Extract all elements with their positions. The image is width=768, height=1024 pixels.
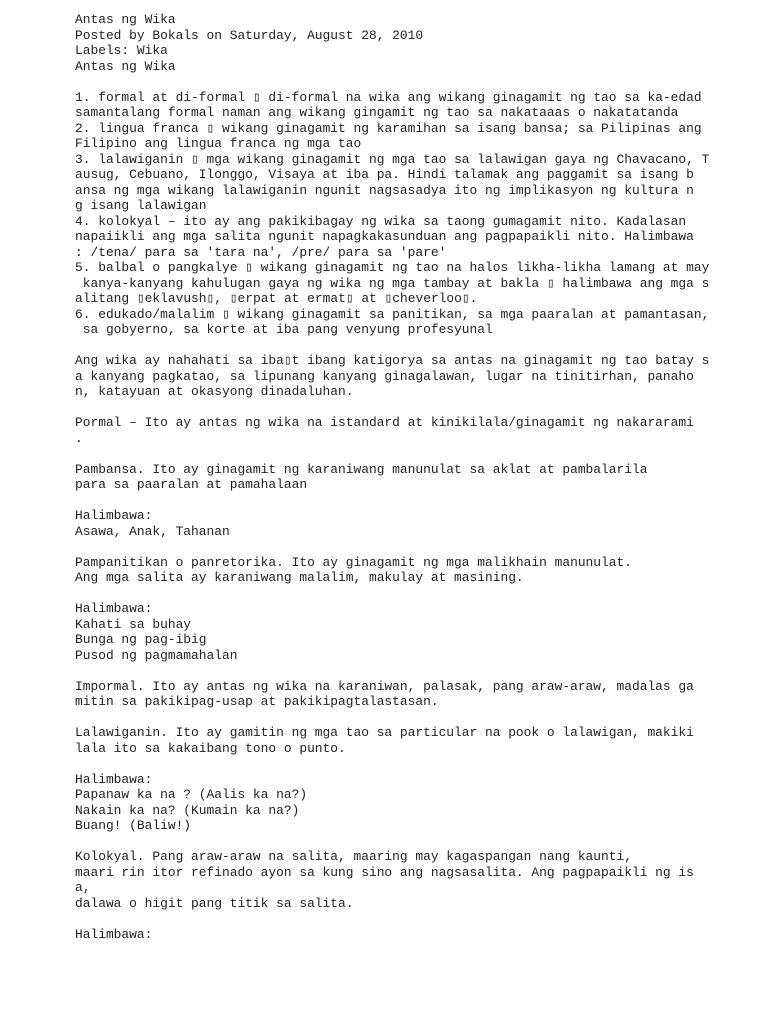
text-line: Halimbawa: [75,771,153,787]
text-line: 5. balbal o pangkalye ▯ wikang ginagamit ng tao na halos likha-likha lamang at may [75,260,710,275]
blank-line [75,493,765,509]
blank-line [75,338,765,354]
text-line: para sa paaralan at pamahalaan [75,477,308,492]
text-line: g isang lalawigan [75,198,207,213]
text-line: mitin sa pakikipag-usap at pakikipagtalastasan. [75,694,439,709]
text-line: Posted by Bokals on Saturday, August 28, 2010 [75,27,424,43]
text-line: Pusod ng pagmamahalan [75,647,238,663]
text-line: alitang ▯eklavush▯, ▯erpat at ermat▯ at ▯cheverloo▯. [75,291,478,306]
text-line: Antas ng Wika [75,12,176,27]
text-line: Nakain ka na? (Kumain ka na?) [75,802,300,818]
text-line: 2. lingua franca ▯ wikang ginagamit ng karamihan sa isang bansa; sa Pilipinas ang [75,120,702,136]
text-line: Labels: Wika [75,43,168,58]
text-line: Ang wika ay nahahati sa iba▯t ibang katigorya sa antas na ginagamit ng tao batay s [75,353,710,368]
text-line: Halimbawa: [75,926,153,942]
blank-line [75,663,765,679]
text-line: Asawa, Anak, Tahanan [75,523,230,539]
text-line: samantalang formal naman ang wikang gingamit ng tao sa nakataaas o nakatatanda [75,105,679,120]
blank-line [75,911,765,927]
blank-line [75,400,765,416]
blank-line [75,756,765,772]
text-line: ansa ng mga wikang lalawiganin ngunit nagsasadya ito ng implikasyon ng kultura n [75,182,694,198]
text-line: n, katayuan at okasyong dinadaluhan. [75,384,354,399]
text-line: maari rin itor refinado ayon sa kung sino ang nagsasalita. Ang pagpapaikli ng is [75,864,694,880]
blank-line [75,446,765,462]
blank-line [75,710,765,726]
text-line: lala ito sa kakaibang tono o punto. [75,740,346,756]
text-line: kanya-kanyang kahulugan gaya ng wika ng mga tambay at bakla ▯ halimbawa ang mga s [75,275,710,291]
text-line: Pambansa. Ito ay ginagamit ng karaniwang manunulat sa aklat at pambalarila [75,461,648,477]
text-line: Antas ng Wika [75,58,176,74]
text-line: Papanaw ka na ? (Aalis ka na?) [75,787,308,802]
text-line: Impormal. Ito ay antas ng wika na karaniwan, palasak, pang araw-araw, madalas ga [75,678,694,694]
text-line: Halimbawa: [75,508,153,523]
text-line: Ang mga salita ay karaniwang malalim, makulay at masining. [75,570,524,585]
text-line: Buang! (Baliw!) [75,818,192,833]
text-line: 1. formal at di-formal ▯ di-formal na wika ang wikang ginagamit ng tao sa ka-edad [75,89,702,105]
text-line: Lalawiganin. Ito ay gamitin ng mga tao sa particular na pook o lalawigan, makiki [75,725,694,740]
blank-line [75,539,765,555]
text-line: Kolokyal. Pang araw-araw na salita, maaring may kagaspangan nang kaunti, [75,849,632,864]
blank-line [75,586,765,602]
text-line: : /tena/ para sa 'tara na', /pre/ para sa 'pare' [75,244,447,260]
text-line: . [75,430,83,446]
blank-line [75,834,765,850]
text-line: sa gobyerno, sa korte at iba pang venyung profesyunal [75,322,493,337]
text-line: napaiikli ang mga salita ngunit napagkakasunduan ang pagpapaikli nito. Halimbawa [75,229,694,244]
text-line: Bunga ng pag-ibig [75,632,207,647]
text-line: a kanyang pagkatao, sa lipunang kanyang ginagalawan, lugar na tinitirhan, panaho [75,368,694,384]
text-line: a, [75,880,91,895]
text-line: Kahati sa buhay [75,616,192,632]
text-line: Filipino ang lingua franca ng mga tao [75,136,362,151]
text-line: dalawa o higit pang titik sa salita. [75,895,354,911]
blank-line [75,74,765,90]
document-text [75,12,765,942]
text-line: 6. edukado/malalim ▯ wikang ginagamit sa panitikan, sa mga paaralan at pamantasan, [75,306,710,322]
text-line: 4. kolokyal – ito ay ang pakikibagay ng wika sa taong gumagamit nito. Kadalasan [75,213,687,229]
text-line: 3. lalawiganin ▯ mga wikang ginagamit ng mga tao sa lalawigan gaya ng Chavacano, T [75,151,710,167]
text-line: ausug, Cebuano, Ilonggo, Visaya at iba pa. Hindi talamak ang paggamit sa isang b [75,167,694,182]
text-line: Pampanitikan o panretorika. Ito ay ginagamit ng mga malikhain manunulat. [75,554,632,570]
text-line: Halimbawa: [75,601,153,616]
text-line: Pormal – Ito ay antas ng wika na istandard at kinikilala/ginagamit ng nakararami [75,415,694,430]
